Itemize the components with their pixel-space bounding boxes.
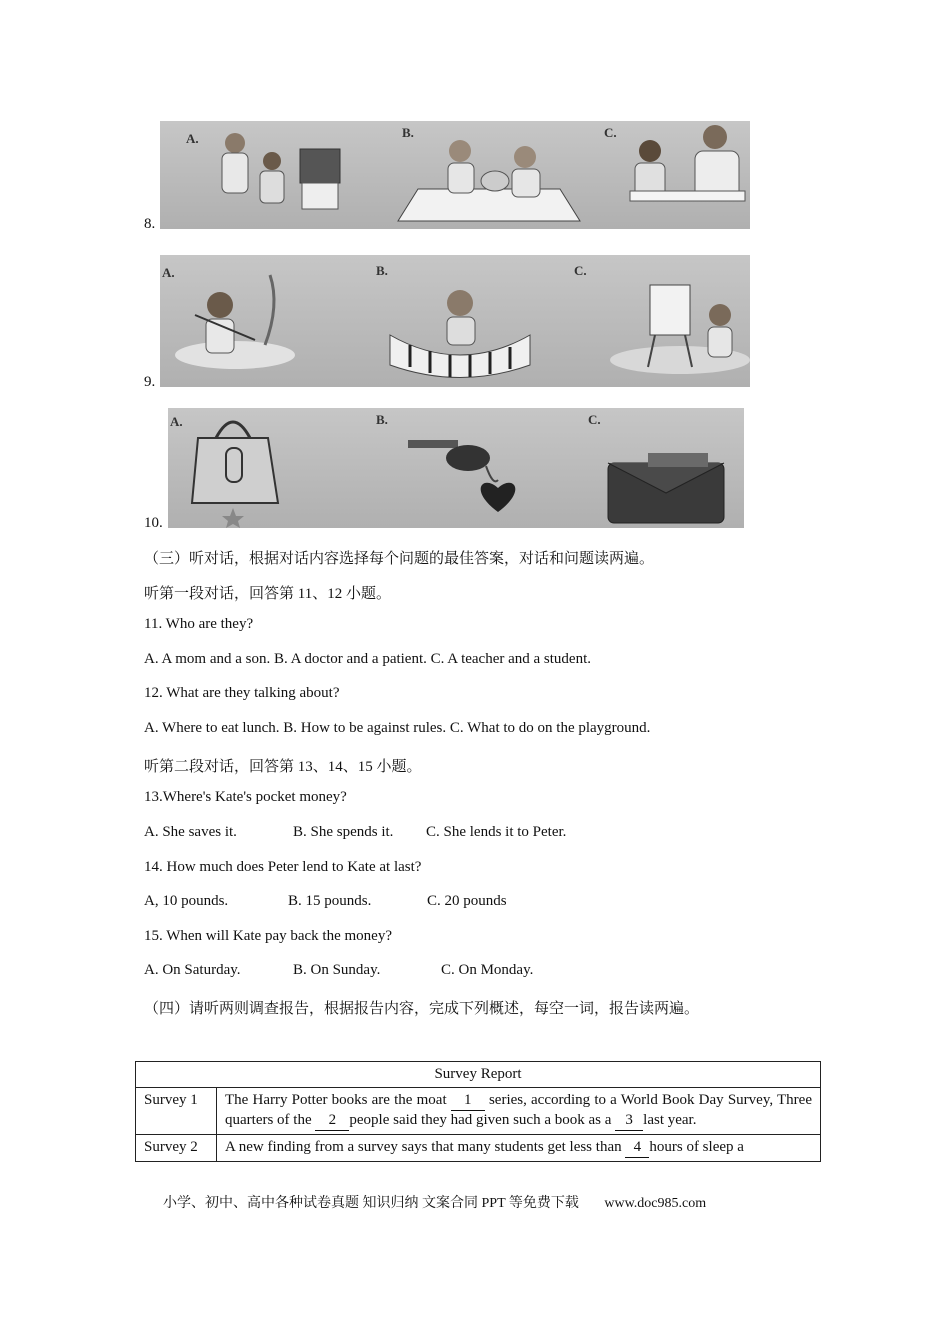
question-15-option-a: A. On Saturday. [144, 962, 241, 978]
question-15-option-c: C. On Monday. [441, 962, 534, 978]
question-13-option-a: A. She saves it. [144, 824, 237, 840]
question-10-option-a: A. [170, 414, 183, 429]
question-8-option-c: C. [604, 125, 617, 140]
question-11: 11. Who are they? [144, 616, 254, 632]
dialog-1-intro: 听第一段对话，回答第 11、12 小题。 [144, 586, 391, 602]
question-9-illustration [160, 255, 750, 387]
question-8-image [160, 121, 750, 229]
question-8-option-b: B. [402, 125, 414, 140]
blank-4[interactable]: 4 [625, 1138, 649, 1158]
survey-report-title: Survey Report [136, 1062, 821, 1088]
blank-1[interactable]: 1 [451, 1091, 485, 1111]
question-9-number: 9. [144, 374, 156, 390]
question-12-options: A. Where to eat lunch. B. How to be against rules. C. What to do on the playground. [144, 720, 651, 736]
question-8-illustration [160, 121, 750, 229]
question-10-number: 10. [144, 515, 163, 531]
question-14-option-c: C. 20 pounds [427, 893, 507, 909]
blank-2[interactable]: 2 [315, 1111, 349, 1131]
question-10-option-c: C. [588, 412, 601, 427]
page-footer [163, 1192, 706, 1212]
survey-2-label: Survey 2 [136, 1135, 217, 1162]
question-8-option-a: A. [186, 131, 199, 146]
blank-3[interactable]: 3 [615, 1111, 643, 1131]
dialog-2-intro: 听第二段对话，回答第 13、14、15 小题。 [144, 759, 422, 775]
section-4-heading: （四）请听两则调查报告，根据报告内容，完成下列概述，每空一词，报告读两遍。 [144, 1001, 700, 1017]
question-14-option-b: B. 15 pounds. [288, 893, 372, 909]
question-10-option-b: B. [376, 412, 388, 427]
question-12: 12. What are they talking about? [144, 685, 340, 701]
survey-1-label: Survey 1 [136, 1088, 217, 1135]
question-13-option-b: B. She spends it. [293, 824, 394, 840]
survey-1-text: The Harry Potter books are the moat 1 series, according to a World Book Day Survey, Three quarters of the 2 people said they had given such a book as a 3 last year. [217, 1088, 821, 1135]
question-15: 15. When will Kate pay back the money? [144, 928, 392, 944]
question-14: 14. How much does Peter lend to Kate at last? [144, 859, 422, 875]
question-13: 13.Where's Kate's pocket money? [144, 789, 347, 805]
question-15-option-b: B. On Sunday. [293, 962, 381, 978]
question-9-option-b: B. [376, 263, 388, 278]
section-3-heading: （三）听对话，根据对话内容选择每个问题的最佳答案，对话和问题读两遍。 [144, 551, 655, 567]
footer-url[interactable]: www.doc985.com [604, 1196, 707, 1211]
question-9-image [160, 255, 750, 387]
question-13-option-c: C. She lends it to Peter. [426, 824, 567, 840]
question-9-option-a: A. [162, 265, 175, 280]
question-10-illustration [168, 408, 744, 528]
survey-report-table [135, 1061, 821, 1162]
footer-text: 小学、初中、高中各种试卷真题 知识归纳 文案合同 PPT 等免费下载 [163, 1196, 579, 1211]
question-10-image [168, 408, 744, 528]
question-14-option-a: A, 10 pounds. [144, 893, 229, 909]
question-9-option-c: C. [574, 263, 587, 278]
question-11-options: A. A mom and a son. B. A doctor and a patient. C. A teacher and a student. [144, 651, 592, 667]
question-8-number: 8. [144, 216, 156, 232]
survey-2-text: A new finding from a survey says that many students get less than 4 hours of sleep a [217, 1135, 821, 1162]
